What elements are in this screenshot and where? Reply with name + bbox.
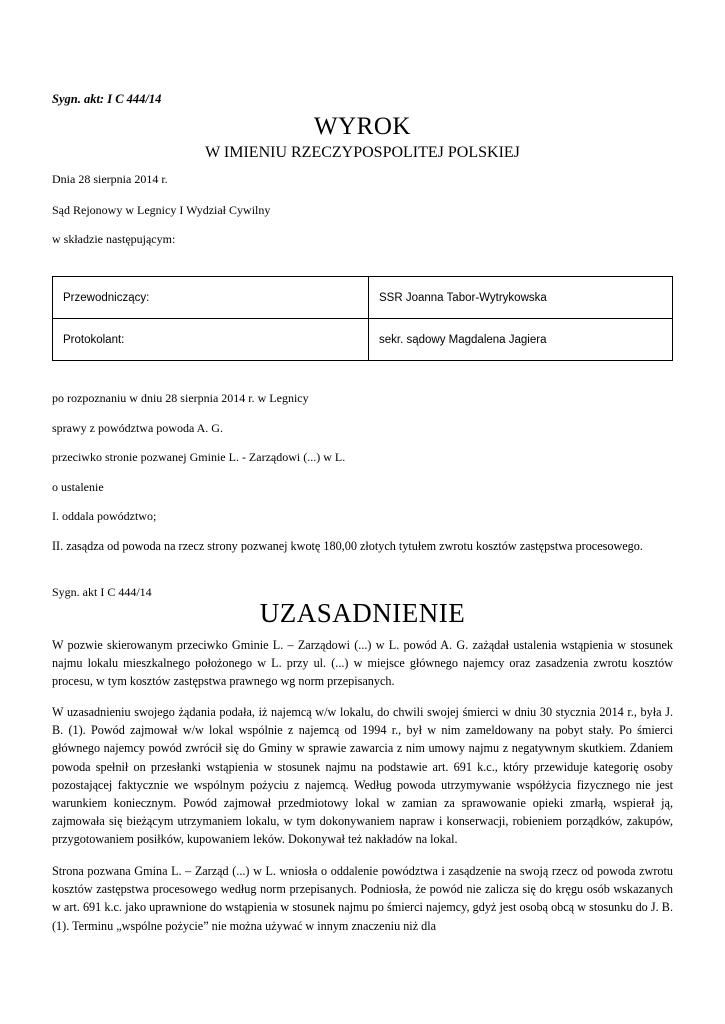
judgment-title: WYROK — [314, 113, 411, 140]
case-number-repeat: Sygn. akt I C 444/14 — [52, 585, 152, 599]
justification-title: UZASADNIENIE — [259, 598, 466, 628]
panel-name-cell: sekr. sądowy Magdalena Jagiera — [369, 319, 673, 361]
case-number-header: Sygn. akt: I C 444/14 — [52, 92, 162, 106]
table-row — [53, 319, 673, 361]
judgment-subtitle: W IMIENIU RZECZYPOSPOLITEJ POLSKIEJ — [205, 144, 520, 161]
justification-paragraph: W uzasadnieniu swojego żądania podała, iż najemcą w/w lokalu, do chwili swojej śmierci w dniu 30 stycznia 2014 r., była J. B. (1). Powód zajmował w/w lokal wspólnie z najemcą od 1994 r., był w nim zameldowany na pobyt stały. Po śmierci głównego najemcy powód zwrócił się do Gminy w sprawie zawarcia z nim umowy najmu z negatywnym skutkiem. Zdaniem powoda spełnił on przesłanki wstąpienia w stosunek najmu na podstawie art. 691 k.c., który przewiduje kategorię osoby pozostającej faktycznie we wspólnym pożyciu z najemcą. Według powoda utrzymywanie współżycia fizycznego nie jest warunkiem koniecznym. Powód zajmował przedmiotowy lokal w zamian za sprawowanie opieki zmarłą, wspierał ją, zajmowała się bieżącym utrzymaniem lokalu, w tym dokonywaniem napraw i konserwacji, robieniem porządków, zakupów, przygotowaniem posiłków, kupowaniem leków. Dokonywał też nakładów na lokal. — [52, 705, 673, 847]
proceedings-line: po rozpoznaniu w dniu 28 sierpnia 2014 r. w Legnicy — [52, 391, 309, 405]
ruling-point-2: II. zasądza od powoda na rzecz strony pozwanej kwotę 180,00 złotych tytułem zwrotu kosztów zastępstwa procesowego. — [52, 539, 643, 553]
court-panel-table — [52, 276, 673, 361]
panel-role-cell: Przewodniczący: — [53, 277, 369, 319]
proceedings-line: przeciwko stronie pozwanej Gminie L. - Zarządowi (...) w L. — [52, 450, 346, 464]
table-row — [53, 277, 673, 319]
panel-name-cell: SSR Joanna Tabor-Wytrykowska — [369, 277, 673, 319]
proceedings-line: sprawy z powództwa powoda A. G. — [52, 421, 223, 435]
composition-label: w składzie następującym: — [52, 232, 176, 246]
justification-paragraph: Strona pozwana Gmina L. – Zarząd (...) w L. wniosła o oddalenie powództwa i zasądzenie na swoją rzecz od powoda zwrotu kosztów zastępstwa procesowego według norm przepisanych. Podniosła, że powód nie zalicza się do kręgu osób wskazanych w art. 691 k.c. jako uprawnione do wstąpienia w stosunek najmu po śmierci najemcy, gdyż jest osobą obcą w stosunku do J. B. (1). Terminu „wspólne pożycie” nie można używać w innym znaczeniu niż dla — [52, 864, 673, 933]
judgment-date: Dnia 28 sierpnia 2014 r. — [52, 172, 168, 186]
proceedings-line: o ustalenie — [52, 480, 104, 494]
court-name: Sąd Rejonowy w Legnicy I Wydział Cywilny — [52, 203, 271, 217]
panel-role-cell: Protokolant: — [53, 319, 369, 361]
justification-paragraph: W pozwie skierowanym przeciwko Gminie L. – Zarządowi (...) w L. powód A. G. zażądał ustalenia wstąpienia w stosunek najmu lokalu mieszkalnego położonego w L. przy ul. (...) w miejsce głównego najemcy oraz zasadzenia zwrotu kosztów procesu, w tym kosztów zastępstwa prawnego wg norm przepisanych. — [52, 638, 673, 689]
ruling-point-1: I. oddala powództwo; — [52, 509, 157, 523]
